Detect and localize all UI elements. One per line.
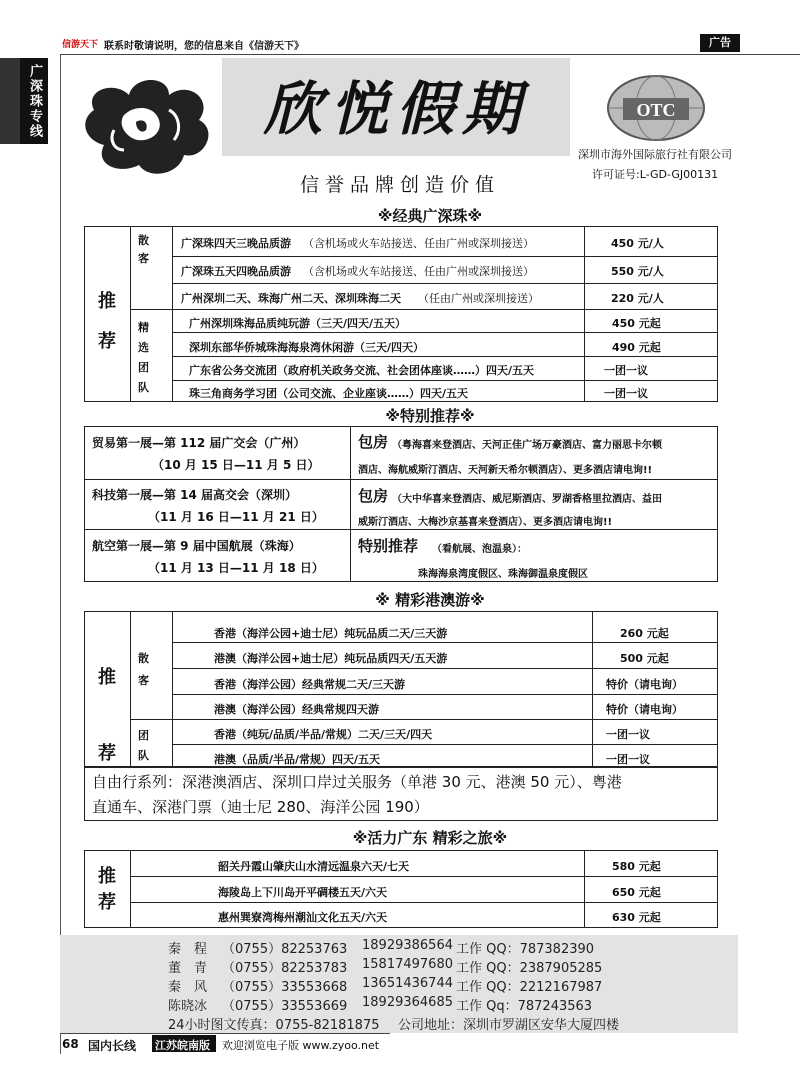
- contact4-name: 陈晓冰: [168, 999, 208, 1014]
- s3a-row2-price: 500 元起: [620, 652, 669, 665]
- s4-row1-name: 韶关丹霞山肇庆山水清远温泉六天/七天: [218, 860, 410, 873]
- s1a-row2-note: （含机场或火车站接送、任由广州或深圳接送）: [303, 265, 534, 278]
- s3a-row1-name: 香港（海洋公园+迪士尼）纯玩品质二天/三天游: [214, 627, 448, 640]
- s2-row3-detail1: （看航展、泡温泉）：: [432, 544, 527, 555]
- s1b-row2-price: 490 元起: [612, 341, 661, 354]
- free-travel-line2: 直通车、深港门票（迪士尼 280、海洋公园 190）: [92, 798, 429, 816]
- contact4-mobile: 18929364685: [362, 995, 453, 1010]
- s1a-row2-price: 550 元/人: [611, 265, 664, 278]
- s2-row2-event: 科技第一展—第 14 届高交会（深圳）: [92, 488, 298, 502]
- brand-title: 欣悦假期: [263, 75, 528, 143]
- s4-row3-name: 惠州巽寮湾梅州潮汕文化五天/六天: [218, 911, 388, 924]
- contact4-phone: （0755）33553669: [222, 999, 348, 1014]
- s4-row2-price: 650 元起: [612, 886, 661, 899]
- s1b-row4-name: 珠三角商务学习团（公司交流、企业座谈……）四天/五天: [189, 387, 469, 400]
- s3b-row1-price: 一团一议: [606, 728, 650, 741]
- side-tab-edge: [0, 58, 20, 144]
- left-rule: [60, 54, 61, 1054]
- footer-site[interactable]: 欢迎浏览电子版 www.zyoo.net: [222, 1039, 380, 1052]
- otc-mark: OTC: [636, 100, 676, 120]
- contact2-qq: 工作 QQ：2387905285: [456, 961, 603, 976]
- contact4-qq: 工作 Qq：787243563: [456, 999, 593, 1014]
- section1-group-a: 散客: [138, 234, 149, 265]
- free-travel-line1: 自由行系列：深港澳酒店、深圳口岸过关服务（单港 30 元、港澳 50 元）、粤港: [92, 773, 622, 791]
- address-line: 公司地址：深圳市罗湖区安华大厦四楼: [398, 1018, 620, 1033]
- s4-row3-price: 630 元起: [612, 911, 661, 924]
- section1-title: ※经典广深珠※: [377, 207, 483, 225]
- ad-tag: 广告: [700, 34, 740, 52]
- s3a-row2-name: 港澳（海洋公园+迪士尼）纯玩品质四天/五天游: [214, 652, 448, 665]
- contact1-qq: 工作 QQ：787382390: [456, 942, 595, 957]
- s2-row2-label: 包房: [358, 487, 389, 505]
- s2-row2-detail2: 威斯汀酒店、大梅沙京基喜来登酒店）、更多酒店请电询!!: [358, 517, 613, 528]
- s4-row1-price: 580 元起: [612, 860, 661, 873]
- section3-recommend: 推荐: [98, 667, 116, 764]
- s2-row3-label: 特别推荐: [358, 537, 419, 555]
- flower-logo-icon: [74, 70, 224, 190]
- s3b-row2-price: 一团一议: [606, 753, 650, 766]
- s2-row1-detail1: （粤海喜来登酒店、天河正佳广场万豪酒店、富力丽思卡尔顿: [392, 440, 662, 451]
- contact2-phone: （0755）82253783: [222, 961, 348, 976]
- s3b-row1-name: 香港（纯玩/品质/半品/常规）二天/三天/四天: [214, 728, 433, 741]
- s2-row2-date: （11 月 16 日—11 月 21 日）: [148, 510, 324, 524]
- side-tab: 广深珠专线: [20, 58, 48, 144]
- otc-logo-icon: [605, 74, 707, 142]
- s2-row3-date: （11 月 13 日—11 月 18 日）: [148, 561, 324, 575]
- contact1-name: 秦 程: [168, 942, 208, 957]
- section3-group-a: 散客: [138, 652, 149, 687]
- s1b-row3-name: 广东省公务交流团（政府机关政务交流、社会团体座谈……）四天/五天: [189, 364, 535, 377]
- s1a-row3-note: （任由广州或深圳接送）: [418, 292, 539, 305]
- footer-edition: 江苏皖南版: [155, 1039, 210, 1052]
- s2-row3-event: 航空第一展—第 9 届中国航展（珠海）: [92, 539, 301, 553]
- source-notice: 联系时敬请说明，您的信息来自《信游天下》: [104, 41, 304, 52]
- footer-section: 国内长线: [88, 1039, 137, 1053]
- slogan: 信誉品牌创造价值: [299, 174, 500, 196]
- s2-row1-label: 包房: [358, 433, 389, 451]
- page-number: 68: [62, 1037, 79, 1051]
- contact2-name: 董 青: [168, 961, 208, 976]
- s1b-row1-name: 广州深圳珠海品质纯玩游（三天/四天/五天）: [189, 317, 407, 330]
- company-name: 深圳市海外国际旅行社有限公司: [578, 148, 732, 161]
- section4-title: ※活力广东 精彩之旅※: [352, 829, 508, 847]
- s1a-row1-name: 广深珠四天三晚品质游: [181, 237, 291, 250]
- s2-row1-detail2: 酒店、海航威斯汀酒店、天河新天希尔顿酒店）、更多酒店请电询!!: [358, 465, 653, 476]
- fax-line: 24小时图文传真：0755-82181875: [168, 1018, 380, 1033]
- s1a-row3-name: 广州深圳二天、珠海广州二天、深圳珠海二天: [181, 292, 401, 305]
- s1b-row4-price: 一团一议: [604, 387, 648, 400]
- section3-group-b: 团队: [138, 729, 149, 762]
- s2-row1-date: （10 月 15 日—11 月 5 日）: [152, 458, 320, 472]
- s4-row2-name: 海陵岛上下川岛开平碉楼五天/六天: [218, 886, 388, 899]
- contact3-name: 秦 风: [168, 980, 208, 995]
- s1b-row2-name: 深圳东部华侨城珠海海泉湾休闲游（三天/四天）: [189, 341, 425, 354]
- s3a-row3-price: 特价（请电询）: [606, 678, 683, 691]
- s2-row1-event: 贸易第一展—第 112 届广交会（广州）: [92, 436, 306, 450]
- s1a-row1-price: 450 元/人: [611, 237, 664, 250]
- s3a-row1-price: 260 元起: [620, 627, 669, 640]
- s3a-row4-price: 特价（请电询）: [606, 703, 683, 716]
- contact1-phone: （0755）82253763: [222, 942, 348, 957]
- contact3-phone: （0755）33553668: [222, 980, 348, 995]
- section4-recommend: 推荐: [98, 866, 116, 913]
- contact1-mobile: 18929386564: [362, 938, 453, 953]
- contact2-mobile: 15817497680: [362, 957, 453, 972]
- s1a-row3-price: 220 元/人: [611, 292, 664, 305]
- s1a-row2-name: 广深珠五天四晚品质游: [181, 265, 291, 278]
- s2-row2-detail1: （大中华喜来登酒店、威尼斯酒店、罗湖香格里拉酒店、益田: [392, 494, 662, 505]
- contact3-qq: 工作 QQ：2212167987: [456, 980, 603, 995]
- section1-group-b: 精选团队: [138, 321, 149, 394]
- magazine-logo: 信游天下: [62, 40, 99, 50]
- s2-row3-detail2: 珠海海泉湾度假区、珠海御温泉度假区: [418, 569, 588, 580]
- section2-title: ※特别推荐※: [385, 407, 475, 425]
- s1b-row1-price: 450 元起: [612, 317, 661, 330]
- contact3-mobile: 13651436744: [362, 976, 453, 991]
- s3a-row4-name: 港澳（海洋公园）经典常规四天游: [214, 703, 379, 716]
- section3-title: ※ 精彩港澳游※: [375, 591, 485, 609]
- s1a-row1-note: （含机场或火车站接送、任由广州或深圳接送）: [303, 237, 534, 250]
- s3a-row3-name: 香港（海洋公园）经典常规二天/三天游: [214, 678, 406, 691]
- s1b-row3-price: 一团一议: [604, 364, 648, 377]
- license-number: 许可证号:L-GD-GJ00131: [592, 168, 719, 181]
- section1-recommend: 推荐: [98, 291, 116, 352]
- s3b-row2-name: 港澳（品质/半品/常规）四天/五天: [214, 753, 381, 766]
